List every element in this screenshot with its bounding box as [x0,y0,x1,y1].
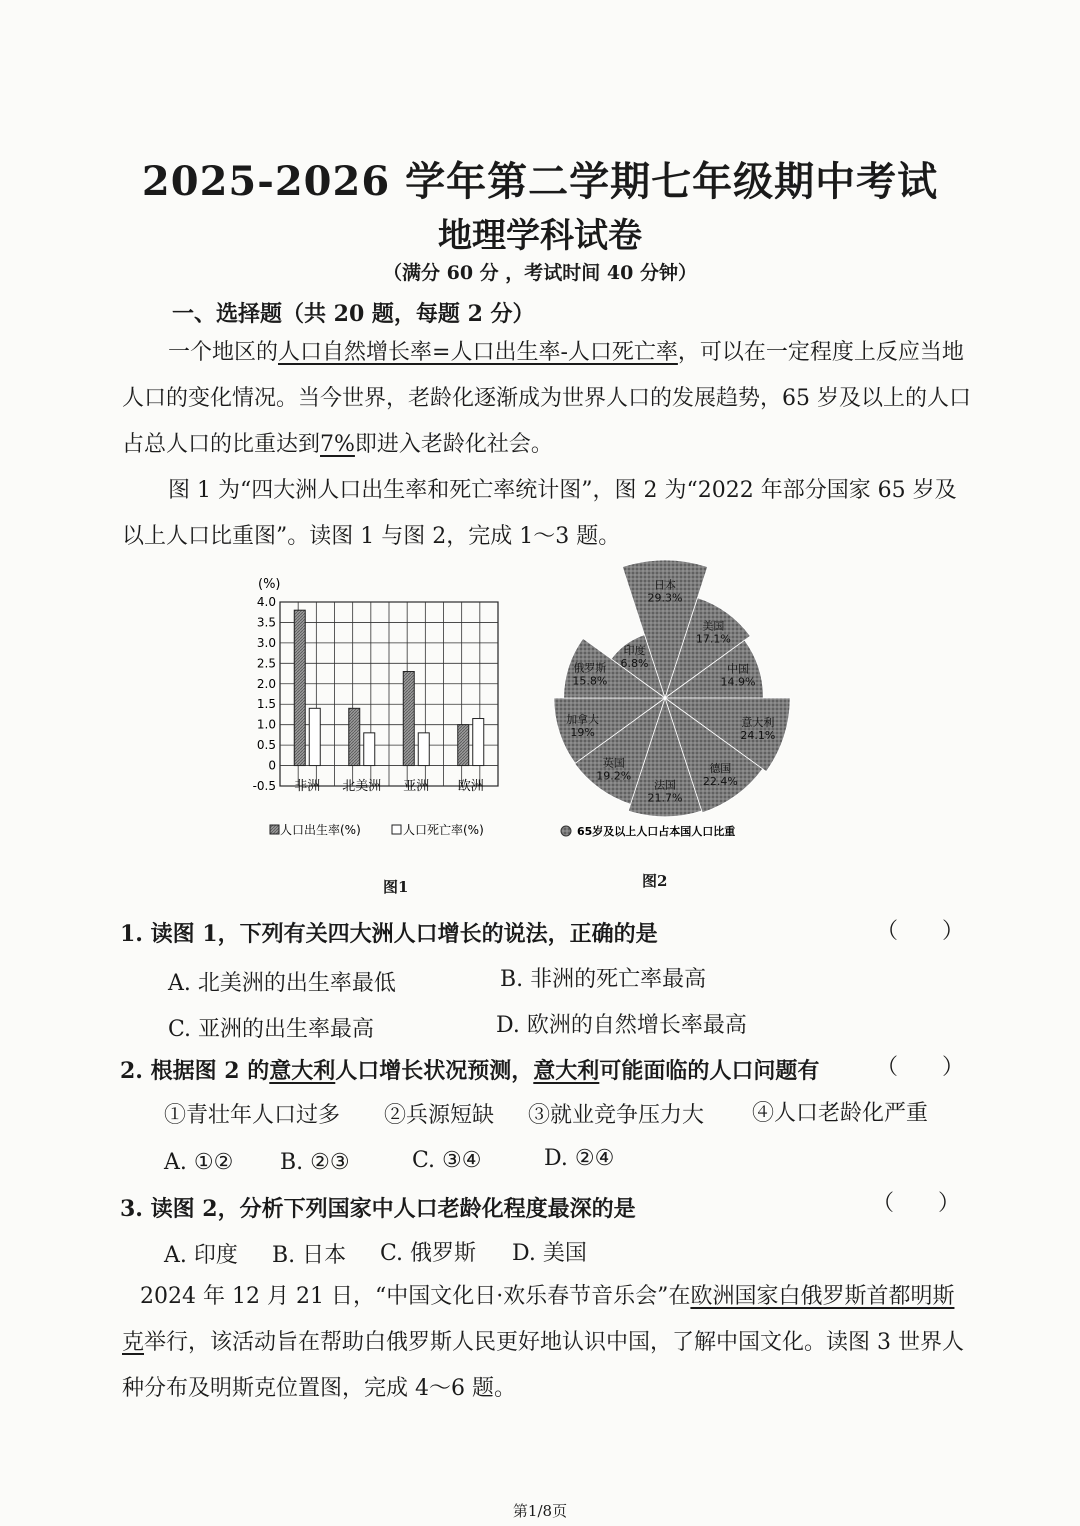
fig2-legend-swatch [561,826,571,836]
legend-death-swatch [392,825,401,834]
q3-option-a[interactable]: A. 印度 [164,1243,238,1268]
fig1-category-label: 非洲 [294,779,321,794]
intro-paragraph-2: 图 1 为“四大洲人口出生率和死亡率统计图”，图 2 为“2022 年部分国家 65 岁及以上人口比重图”。读图 1 与图 2，完成 1～3 题。 [122,478,957,549]
fig2-slice-value: 6.8% [620,657,649,671]
fig2-slice-value: 17.1% [695,632,731,646]
exam-subject: 地理学科试卷 [438,216,642,256]
fig1-ytick-label: 1.0 [256,717,276,732]
fig1-death-bar-1 [364,733,375,766]
fig2-slice-label: 美国 [702,619,725,633]
fig1-death-bar-3 [473,719,484,766]
figure1-bar-chart [240,570,520,860]
exam-info: （满分 60 分 ，考试时间 40 分钟） [383,262,697,284]
q2-option-b[interactable]: B. ②③ [280,1150,350,1175]
fig1-category-label: 亚洲 [403,779,430,794]
question-3-answer-paren[interactable]: （ ） [872,1191,961,1216]
q2-item-3: ③就业竞争压力大 [528,1103,705,1128]
fig2-slice-value: 24.1% [740,729,776,743]
fig2-slice-label: 加拿大 [566,712,600,726]
fig2-slice-label: 印度 [623,644,646,658]
q2-item-4: ④人口老龄化严重 [752,1101,929,1126]
fig2-slice-label: 英国 [602,756,625,770]
q1-option-a[interactable]: A. 北美洲的出生率最低 [168,971,396,996]
fig1-category-label: 北美洲 [342,779,382,794]
q2-option-a[interactable]: A. ①② [164,1150,234,1175]
page-number: 第1/8页 [512,1502,568,1520]
fig1-ytick-label: 2.0 [256,676,276,691]
fig2-legend-label: 65岁及以上人口占本国人口比重 [577,825,736,838]
fig1-birth-bar-0 [294,610,305,765]
fig1-death-bar-0 [309,708,320,765]
q3-option-c[interactable]: C. 俄罗斯 [380,1241,477,1266]
fig1-ytick-label: -0.5 [252,779,276,793]
q3-option-b[interactable]: B. 日本 [272,1243,347,1268]
figure2-rose-chart [520,548,820,848]
fig2-slice-label: 意大利 [741,716,775,730]
q1-option-d[interactable]: D. 欧洲的自然增长率最高 [496,1013,747,1038]
fig2-slice-value: 19.2% [596,769,632,783]
fig2-slice-label: 德国 [709,762,732,776]
fig2-slice-label: 中国 [727,662,750,676]
question-2-stem: 2. 根据图 2 的意大利人口增长状况预测，意大利可能面临的人口问题有 [120,1058,820,1084]
q1-option-c[interactable]: C. 亚洲的出生率最高 [168,1017,375,1042]
question-2-answer-paren[interactable]: （ ） [876,1055,965,1080]
fig2-slice-value: 22.4% [702,775,738,789]
fig1-ytick-label: 3.0 [256,635,276,650]
intro-paragraph-3: 2024 年 12 月 21 日，“中国文化日·欢乐春节音乐会”在欧洲国家白俄罗斯首都明斯克举行，该活动旨在帮助白俄罗斯人民更好地认识中国，了解中国文化。读图 3 世界人种分布及明斯克位置图，完成 4～6 题。 [122,1284,965,1401]
fig1-death-bar-2 [418,733,429,766]
q1-option-b[interactable]: B. 非洲的死亡率最高 [500,967,707,992]
legend-birth-swatch [270,825,279,834]
section-heading: 一、选择题（共 20 题，每题 2 分） [172,301,535,327]
fig1-ytick-label: 2.5 [256,656,276,671]
fig2-slice-value: 15.8% [572,674,608,688]
fig2-slice-value: 19% [570,725,595,739]
fig1-category-label: 欧洲 [457,779,484,794]
fig1-birth-bar-1 [349,708,360,765]
figure1-caption: 图1 [383,878,409,896]
exam-title: 2025-2026 学年第二学期七年级期中考试 [141,158,939,205]
fig2-slice-value: 14.9% [720,675,756,689]
q2-option-c[interactable]: C. ③④ [412,1148,482,1173]
fig1-ytick-label: 4.0 [256,595,276,609]
question-3-stem: 3. 读图 2，分析下列国家中人口老龄化程度最深的是 [120,1196,636,1222]
intro-paragraph-1: 一个地区的人口自然增长率=人口出生率-人口死亡率，可以在一定程度上反应当地人口的变化情况。当今世界，老龄化逐渐成为世界人口的发展趋势，65 岁及以上的人口占总人口的比重达到7%即进入老龄化社会。 [122,340,971,457]
q2-item-1: ①青壮年人口过多 [164,1103,341,1128]
figure2-caption: 图2 [642,872,668,890]
legend-birth-label: 人口出生率(%) [280,823,361,837]
q2-item-2: ②兵源短缺 [384,1103,495,1128]
question-1-stem: 1. 读图 1，下列有关四大洲人口增长的说法，正确的是 [120,921,658,947]
fig1-birth-bar-3 [458,725,469,766]
legend-death-label: 人口死亡率(%) [403,823,484,837]
fig1-birth-bar-2 [403,672,414,766]
q2-option-d[interactable]: D. ②④ [544,1146,615,1171]
fig1-ytick-label: 0 [268,758,276,773]
fig1-ytick-label: 3.5 [256,615,276,630]
fig1-ytick-label: 1.5 [256,697,276,712]
fig2-slice-label: 俄罗斯 [573,661,607,675]
q3-option-d[interactable]: D. 美国 [512,1241,587,1266]
fig2-slice-value: 29.3% [647,591,683,605]
fig2-slice-value: 21.7% [647,791,683,805]
fig1-ytick-label: 0.5 [256,738,276,753]
fig1-yunit: (%) [258,577,281,592]
fig2-slice-label: 法国 [654,778,676,792]
fig2-slice-label: 日本 [654,578,676,592]
question-1-answer-paren[interactable]: （ ） [876,919,965,944]
